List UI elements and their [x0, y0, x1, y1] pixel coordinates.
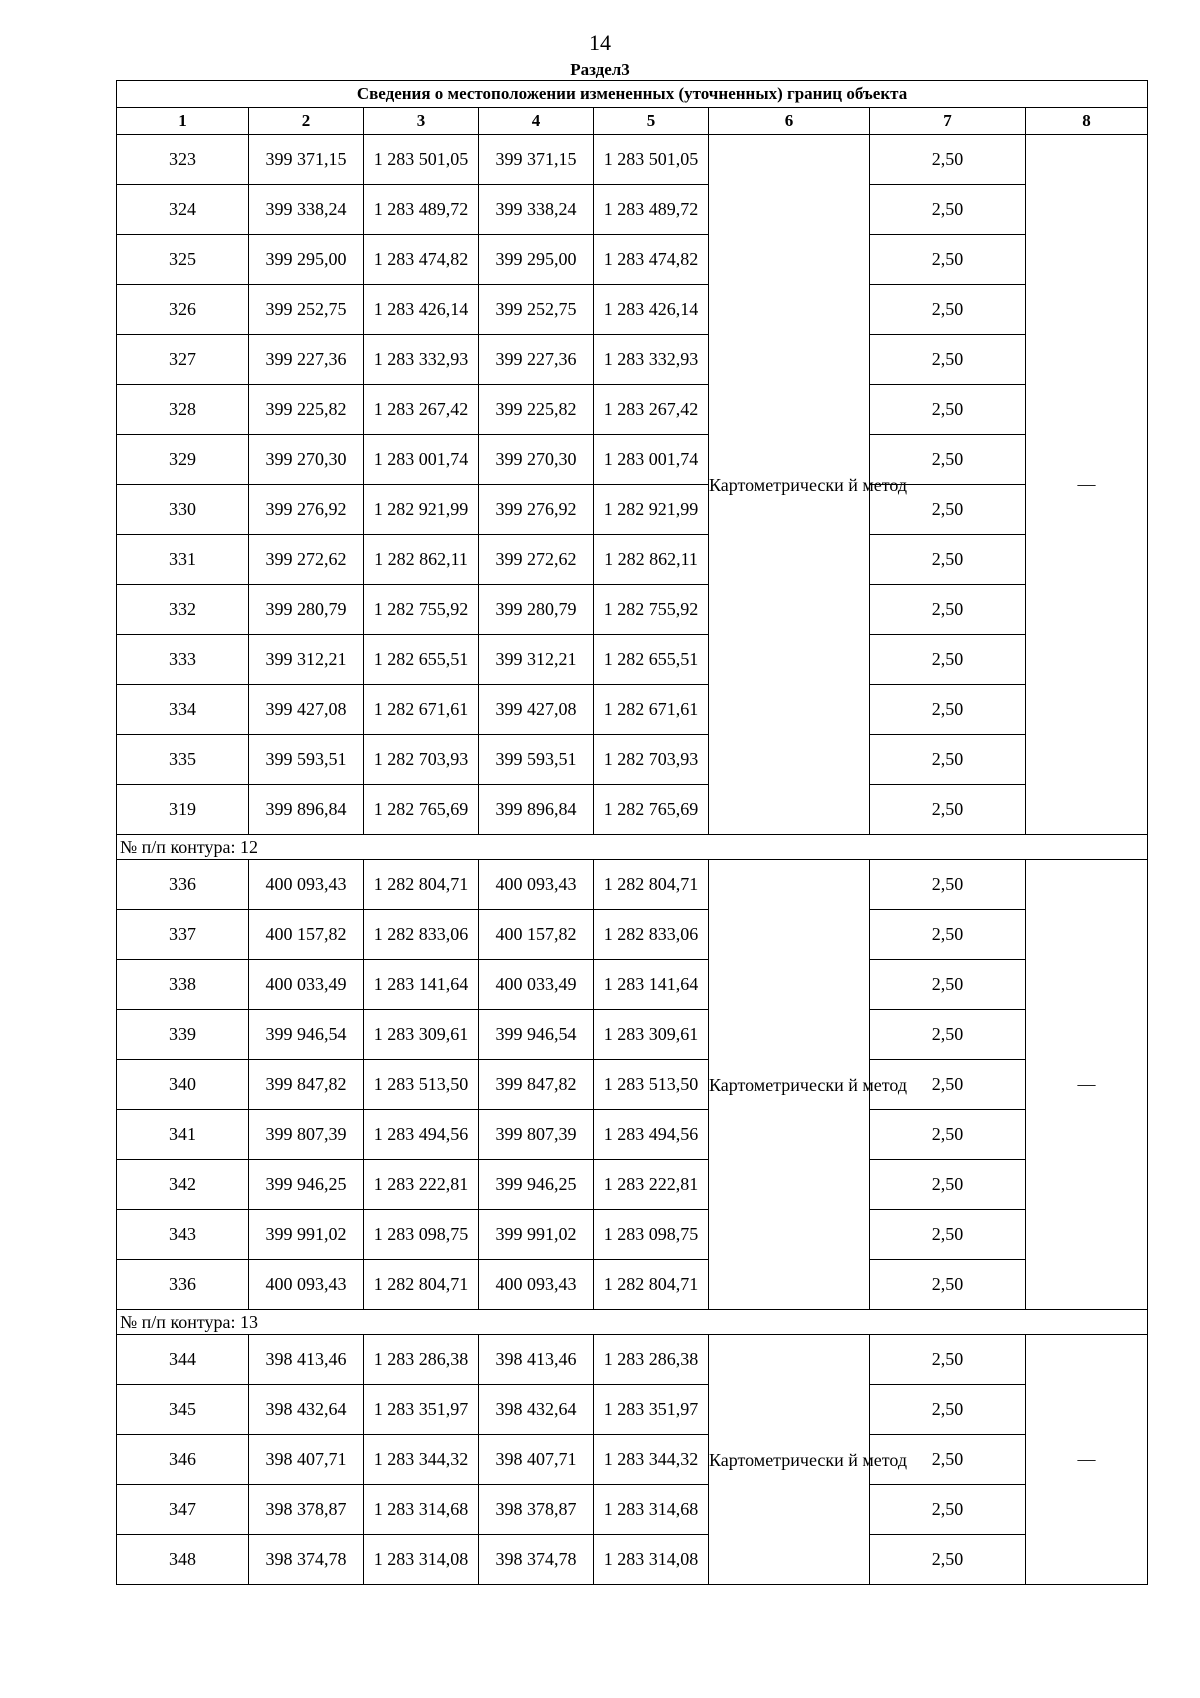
y-coordinate: 1 282 703,93 — [364, 735, 479, 785]
table-row — [117, 1535, 1148, 1585]
y-coordinate-new: 1 283 474,82 — [594, 235, 709, 285]
x-coordinate-new: 400 093,43 — [479, 860, 594, 910]
point-number: 340 — [117, 1060, 249, 1110]
y-coordinate: 1 282 804,71 — [364, 1260, 479, 1310]
x-coordinate: 399 225,82 — [249, 385, 364, 435]
point-number: 339 — [117, 1010, 249, 1060]
column-number-2: 2 — [249, 108, 364, 135]
x-coordinate-new: 399 896,84 — [479, 785, 594, 835]
note-cell: — — [1026, 860, 1148, 1310]
x-coordinate-new: 400 157,82 — [479, 910, 594, 960]
x-coordinate: 398 407,71 — [249, 1435, 364, 1485]
y-coordinate: 1 283 501,05 — [364, 135, 479, 185]
method-cell: Картометрически й метод — [709, 860, 870, 1310]
point-number: 333 — [117, 635, 249, 685]
accuracy-value: 2,50 — [870, 385, 1026, 435]
accuracy-value: 2,50 — [870, 135, 1026, 185]
y-coordinate-new: 1 282 655,51 — [594, 635, 709, 685]
y-coordinate: 1 282 671,61 — [364, 685, 479, 735]
y-coordinate-new: 1 283 332,93 — [594, 335, 709, 385]
y-coordinate: 1 283 474,82 — [364, 235, 479, 285]
x-coordinate-new: 398 432,64 — [479, 1385, 594, 1435]
table-row — [117, 185, 1148, 235]
point-number: 348 — [117, 1535, 249, 1585]
table-row — [117, 1260, 1148, 1310]
y-coordinate: 1 283 513,50 — [364, 1060, 479, 1110]
accuracy-value: 2,50 — [870, 285, 1026, 335]
accuracy-value: 2,50 — [870, 1210, 1026, 1260]
point-number: 324 — [117, 185, 249, 235]
table-row — [117, 435, 1148, 485]
x-coordinate: 400 157,82 — [249, 910, 364, 960]
table-row — [117, 1110, 1148, 1160]
y-coordinate-new: 1 283 001,74 — [594, 435, 709, 485]
y-coordinate-new: 1 283 267,42 — [594, 385, 709, 435]
point-number: 334 — [117, 685, 249, 735]
x-coordinate: 398 413,46 — [249, 1335, 364, 1385]
y-coordinate: 1 283 314,08 — [364, 1535, 479, 1585]
table-caption: Сведения о местоположении измененных (уточненных) границ объекта — [117, 81, 1148, 108]
x-coordinate-new: 399 227,36 — [479, 335, 594, 385]
table-row — [117, 910, 1148, 960]
table-row — [117, 235, 1148, 285]
y-coordinate-new: 1 283 222,81 — [594, 1160, 709, 1210]
x-coordinate: 399 227,36 — [249, 335, 364, 385]
column-number-3: 3 — [364, 108, 479, 135]
point-number: 326 — [117, 285, 249, 335]
x-coordinate: 399 295,00 — [249, 235, 364, 285]
x-coordinate-new: 398 374,78 — [479, 1535, 594, 1585]
point-number: 341 — [117, 1110, 249, 1160]
x-coordinate: 399 991,02 — [249, 1210, 364, 1260]
x-coordinate-new: 399 991,02 — [479, 1210, 594, 1260]
table-row — [117, 735, 1148, 785]
x-coordinate-new: 399 280,79 — [479, 585, 594, 635]
y-coordinate: 1 283 098,75 — [364, 1210, 479, 1260]
x-coordinate-new: 399 272,62 — [479, 535, 594, 585]
point-number: 347 — [117, 1485, 249, 1535]
y-coordinate-new: 1 283 501,05 — [594, 135, 709, 185]
column-number-8: 8 — [1026, 108, 1148, 135]
x-coordinate: 398 432,64 — [249, 1385, 364, 1435]
y-coordinate: 1 282 655,51 — [364, 635, 479, 685]
x-coordinate: 399 896,84 — [249, 785, 364, 835]
y-coordinate-new: 1 283 426,14 — [594, 285, 709, 335]
table-row — [117, 1335, 1148, 1385]
point-number: 330 — [117, 485, 249, 535]
accuracy-value: 2,50 — [870, 635, 1026, 685]
y-coordinate-new: 1 283 344,32 — [594, 1435, 709, 1485]
y-coordinate: 1 282 755,92 — [364, 585, 479, 635]
x-coordinate: 398 374,78 — [249, 1535, 364, 1585]
accuracy-value: 2,50 — [870, 1110, 1026, 1160]
table-row — [117, 285, 1148, 335]
x-coordinate-new: 400 093,43 — [479, 1260, 594, 1310]
contour-row — [117, 835, 1148, 860]
table-row — [117, 785, 1148, 835]
table-row — [117, 960, 1148, 1010]
x-coordinate: 399 280,79 — [249, 585, 364, 635]
point-number: 332 — [117, 585, 249, 635]
y-coordinate: 1 283 332,93 — [364, 335, 479, 385]
x-coordinate: 399 272,62 — [249, 535, 364, 585]
point-number: 328 — [117, 385, 249, 435]
x-coordinate-new: 399 252,75 — [479, 285, 594, 335]
table-row — [117, 1435, 1148, 1485]
point-number: 319 — [117, 785, 249, 835]
x-coordinate: 399 270,30 — [249, 435, 364, 485]
point-number: 345 — [117, 1385, 249, 1435]
table-row — [117, 585, 1148, 635]
accuracy-value: 2,50 — [870, 685, 1026, 735]
column-number-5: 5 — [594, 108, 709, 135]
y-coordinate-new: 1 282 703,93 — [594, 735, 709, 785]
point-number: 335 — [117, 735, 249, 785]
x-coordinate: 399 946,54 — [249, 1010, 364, 1060]
point-number: 346 — [117, 1435, 249, 1485]
y-coordinate: 1 282 921,99 — [364, 485, 479, 535]
table-body — [117, 135, 1148, 1585]
point-number: 336 — [117, 860, 249, 910]
accuracy-value: 2,50 — [870, 485, 1026, 535]
note-cell: — — [1026, 135, 1148, 835]
method-cell: Картометрически й метод — [709, 1335, 870, 1585]
y-coordinate-new: 1 283 098,75 — [594, 1210, 709, 1260]
table-row — [117, 535, 1148, 585]
y-coordinate-new: 1 283 314,08 — [594, 1535, 709, 1585]
point-number: 329 — [117, 435, 249, 485]
accuracy-value: 2,50 — [870, 335, 1026, 385]
x-coordinate: 399 312,21 — [249, 635, 364, 685]
y-coordinate-new: 1 282 862,11 — [594, 535, 709, 585]
table-row — [117, 335, 1148, 385]
y-coordinate-new: 1 282 765,69 — [594, 785, 709, 835]
x-coordinate: 399 371,15 — [249, 135, 364, 185]
contour-row — [117, 1310, 1148, 1335]
x-coordinate: 398 378,87 — [249, 1485, 364, 1535]
y-coordinate: 1 283 267,42 — [364, 385, 479, 435]
y-coordinate: 1 283 222,81 — [364, 1160, 479, 1210]
point-number: 344 — [117, 1335, 249, 1385]
x-coordinate: 399 946,25 — [249, 1160, 364, 1210]
y-coordinate-new: 1 283 286,38 — [594, 1335, 709, 1385]
y-coordinate: 1 282 862,11 — [364, 535, 479, 585]
accuracy-value: 2,50 — [870, 1260, 1026, 1310]
x-coordinate-new: 399 270,30 — [479, 435, 594, 485]
table-row — [117, 860, 1148, 910]
x-coordinate-new: 398 378,87 — [479, 1485, 594, 1535]
x-coordinate: 400 093,43 — [249, 860, 364, 910]
y-coordinate: 1 283 344,32 — [364, 1435, 479, 1485]
y-coordinate-new: 1 282 804,71 — [594, 1260, 709, 1310]
x-coordinate: 399 593,51 — [249, 735, 364, 785]
accuracy-value: 2,50 — [870, 960, 1026, 1010]
y-coordinate: 1 282 804,71 — [364, 860, 479, 910]
y-coordinate: 1 283 001,74 — [364, 435, 479, 485]
table-row — [117, 685, 1148, 735]
x-coordinate: 400 033,49 — [249, 960, 364, 1010]
contour-label: № п/п контура: 13 — [117, 1310, 1148, 1335]
x-coordinate-new: 400 033,49 — [479, 960, 594, 1010]
accuracy-value: 2,50 — [870, 910, 1026, 960]
y-coordinate-new: 1 283 351,97 — [594, 1385, 709, 1435]
column-number-4: 4 — [479, 108, 594, 135]
page-number: 14 — [589, 30, 611, 55]
contour-label: № п/п контура: 12 — [117, 835, 1148, 860]
y-coordinate-new: 1 282 804,71 — [594, 860, 709, 910]
x-coordinate-new: 399 312,21 — [479, 635, 594, 685]
coordinates-table — [116, 80, 1148, 1585]
y-coordinate-new: 1 282 833,06 — [594, 910, 709, 960]
point-number: 331 — [117, 535, 249, 585]
x-coordinate-new: 399 427,08 — [479, 685, 594, 735]
x-coordinate: 399 252,75 — [249, 285, 364, 335]
table-row — [117, 1010, 1148, 1060]
accuracy-value: 2,50 — [870, 235, 1026, 285]
accuracy-value: 2,50 — [870, 435, 1026, 485]
table-row — [117, 1210, 1148, 1260]
x-coordinate: 400 093,43 — [249, 1260, 364, 1310]
table-row — [117, 635, 1148, 685]
point-number: 323 — [117, 135, 249, 185]
column-number-6: 6 — [709, 108, 870, 135]
y-coordinate: 1 283 314,68 — [364, 1485, 479, 1535]
x-coordinate-new: 399 593,51 — [479, 735, 594, 785]
accuracy-value: 2,50 — [870, 785, 1026, 835]
x-coordinate-new: 399 276,92 — [479, 485, 594, 535]
y-coordinate: 1 283 351,97 — [364, 1385, 479, 1435]
point-number: 325 — [117, 235, 249, 285]
y-coordinate: 1 283 309,61 — [364, 1010, 479, 1060]
y-coordinate: 1 282 765,69 — [364, 785, 479, 835]
accuracy-value: 2,50 — [870, 1160, 1026, 1210]
x-coordinate: 399 807,39 — [249, 1110, 364, 1160]
y-coordinate-new: 1 283 141,64 — [594, 960, 709, 1010]
table-row — [117, 1060, 1148, 1110]
y-coordinate: 1 283 426,14 — [364, 285, 479, 335]
x-coordinate-new: 399 371,15 — [479, 135, 594, 185]
method-cell: Картометрически й метод — [709, 135, 870, 835]
y-coordinate-new: 1 282 921,99 — [594, 485, 709, 535]
x-coordinate-new: 399 946,25 — [479, 1160, 594, 1210]
point-number: 342 — [117, 1160, 249, 1210]
accuracy-value: 2,50 — [870, 1385, 1026, 1435]
x-coordinate-new: 398 407,71 — [479, 1435, 594, 1485]
y-coordinate: 1 283 286,38 — [364, 1335, 479, 1385]
accuracy-value: 2,50 — [870, 1060, 1026, 1110]
point-number: 337 — [117, 910, 249, 960]
column-number-7: 7 — [870, 108, 1026, 135]
y-coordinate-new: 1 283 494,56 — [594, 1110, 709, 1160]
accuracy-value: 2,50 — [870, 1010, 1026, 1060]
x-coordinate-new: 398 413,46 — [479, 1335, 594, 1385]
accuracy-value: 2,50 — [870, 185, 1026, 235]
point-number: 343 — [117, 1210, 249, 1260]
accuracy-value: 2,50 — [870, 585, 1026, 635]
y-coordinate-new: 1 283 489,72 — [594, 185, 709, 235]
accuracy-value: 2,50 — [870, 735, 1026, 785]
x-coordinate: 399 427,08 — [249, 685, 364, 735]
x-coordinate-new: 399 946,54 — [479, 1010, 594, 1060]
y-coordinate: 1 283 489,72 — [364, 185, 479, 235]
x-coordinate-new: 399 847,82 — [479, 1060, 594, 1110]
x-coordinate-new: 399 295,00 — [479, 235, 594, 285]
accuracy-value: 2,50 — [870, 1535, 1026, 1585]
column-number-row — [117, 108, 1148, 135]
accuracy-value: 2,50 — [870, 535, 1026, 585]
x-coordinate-new: 399 338,24 — [479, 185, 594, 235]
x-coordinate: 399 338,24 — [249, 185, 364, 235]
x-coordinate: 399 847,82 — [249, 1060, 364, 1110]
table-row — [117, 1385, 1148, 1435]
note-cell: — — [1026, 1335, 1148, 1585]
table-row — [117, 385, 1148, 435]
y-coordinate-new: 1 283 309,61 — [594, 1010, 709, 1060]
accuracy-value: 2,50 — [870, 1435, 1026, 1485]
accuracy-value: 2,50 — [870, 1485, 1026, 1535]
point-number: 338 — [117, 960, 249, 1010]
accuracy-value: 2,50 — [870, 1335, 1026, 1385]
table-row — [117, 1160, 1148, 1210]
y-coordinate-new: 1 282 755,92 — [594, 585, 709, 635]
accuracy-value: 2,50 — [870, 860, 1026, 910]
y-coordinate-new: 1 283 513,50 — [594, 1060, 709, 1110]
x-coordinate-new: 399 807,39 — [479, 1110, 594, 1160]
column-number-1: 1 — [117, 108, 249, 135]
y-coordinate: 1 282 833,06 — [364, 910, 479, 960]
point-number: 327 — [117, 335, 249, 385]
y-coordinate-new: 1 282 671,61 — [594, 685, 709, 735]
table-row — [117, 135, 1148, 185]
x-coordinate: 399 276,92 — [249, 485, 364, 535]
point-number: 336 — [117, 1260, 249, 1310]
section-title: Раздел3 — [570, 60, 630, 79]
table-row — [117, 1485, 1148, 1535]
table-row — [117, 485, 1148, 535]
y-coordinate: 1 283 141,64 — [364, 960, 479, 1010]
y-coordinate-new: 1 283 314,68 — [594, 1485, 709, 1535]
x-coordinate-new: 399 225,82 — [479, 385, 594, 435]
y-coordinate: 1 283 494,56 — [364, 1110, 479, 1160]
